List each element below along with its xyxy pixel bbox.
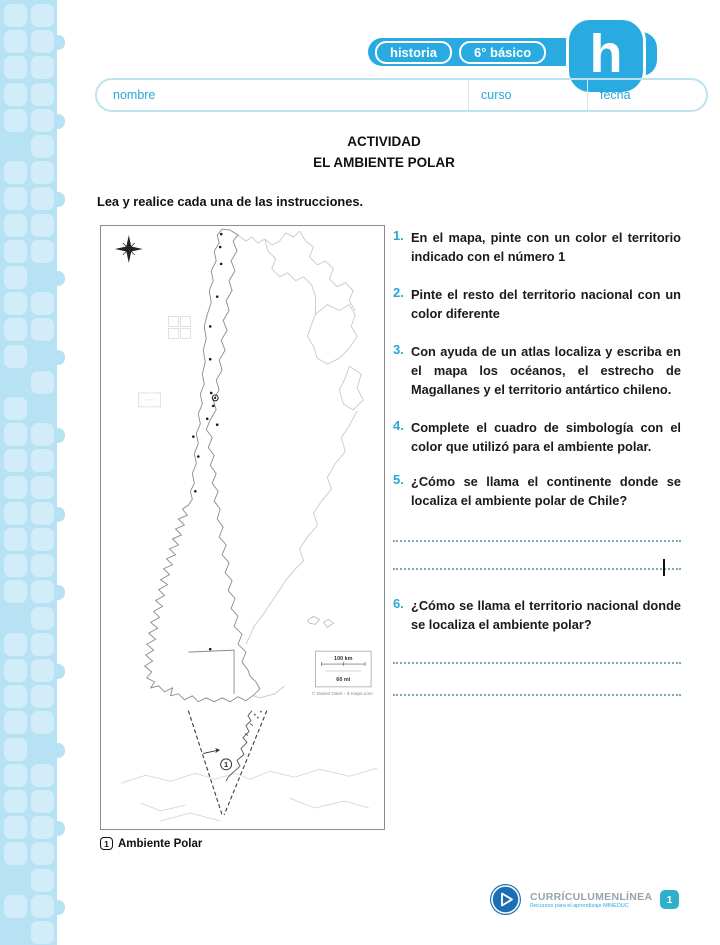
answer-area-q5: [393, 538, 681, 570]
item-number: 3.: [393, 342, 404, 357]
intro-text: Lea y realice cada una de las instrucciones.: [97, 194, 364, 209]
item-number: 2.: [393, 285, 404, 300]
title-line2: EL AMBIENTE POLAR: [313, 155, 455, 170]
answer-line[interactable]: [393, 538, 681, 542]
compass-icon: [115, 235, 143, 263]
item-text: Con ayuda de un atlas localiza y escriba en el mapa los océanos, el estrecho de Magallanes y el territorio antártico chileno.: [411, 344, 681, 397]
text-cursor: [663, 559, 665, 576]
instruction-item-1: [393, 228, 681, 266]
caption-label: Ambiente Polar: [118, 837, 203, 850]
map-scale-box: [315, 651, 371, 687]
legend-placeholders: [139, 316, 191, 406]
item-text: Pinte el resto del territorio nacional con un color diferente: [411, 287, 681, 321]
item-number: 5.: [393, 472, 404, 487]
instruction-item-2: [393, 285, 681, 323]
student-info-row: [95, 78, 708, 112]
item-text: Complete el cuadro de simbología con el color que utilizó para el ambiente polar.: [411, 420, 681, 454]
tag-grade: 6° básico: [459, 41, 546, 64]
brand-block: [530, 890, 653, 909]
chile-outline: [145, 229, 260, 702]
falkland-islands: [308, 616, 334, 627]
peninsula-islands: [254, 711, 262, 719]
date-field-label: fecha: [600, 88, 631, 102]
instruction-item-5: [393, 472, 681, 510]
activity-title: [95, 131, 673, 173]
antarctic-coastline: [121, 768, 377, 821]
instruction-item-4: [393, 418, 681, 456]
item-number: 1.: [393, 228, 404, 243]
marker-number: 1: [224, 760, 229, 770]
answer-line[interactable]: [393, 692, 681, 696]
chile-map-svg: [101, 226, 384, 829]
instruction-item-6: [393, 596, 681, 634]
item-text: ¿Cómo se llama el continente donde se localiza el ambiente polar de Chile?: [411, 474, 681, 508]
antarctic-peninsula: [226, 711, 253, 782]
caption-number-icon: 1: [100, 837, 113, 850]
course-field-label: curso: [481, 88, 512, 102]
item-text: En el mapa, pinte con un color el territorio indicado con el número 1: [411, 230, 681, 264]
brand-name: CURRÍCULUMENLÍNEA: [530, 890, 653, 903]
item-number: 6.: [393, 596, 404, 611]
answer-line[interactable]: [393, 660, 681, 664]
date-field[interactable]: [587, 80, 706, 110]
map-caption: [100, 837, 202, 850]
scale-mi: 60 mi: [336, 676, 351, 683]
territory-marker: [203, 748, 231, 770]
neighbor-borders: [238, 231, 363, 698]
chile-map-panel: [100, 225, 385, 830]
brand-tagline: Recursos para el aprendizaje MINEDUC: [530, 902, 629, 909]
page-number-badge: 1: [660, 890, 679, 909]
history-logo-letter: h: [589, 24, 623, 84]
instruction-item-3: [393, 342, 681, 399]
sidebar-pattern: [0, 0, 57, 945]
instructions-list: [393, 228, 681, 722]
tag-subject: historia: [375, 41, 452, 64]
title-line1: ACTIVIDAD: [347, 134, 421, 149]
footer: [490, 884, 679, 915]
map-attribution: © Daniel Dalet - d-maps.com: [311, 691, 373, 697]
course-field[interactable]: [468, 80, 587, 110]
item-number: 4.: [393, 418, 404, 433]
answer-line[interactable]: [393, 566, 681, 570]
name-field[interactable]: [97, 80, 468, 110]
item-text: ¿Cómo se llama el territorio nacional donde se localiza el ambiente polar?: [411, 598, 681, 632]
scale-km: 100 km: [334, 656, 353, 663]
play-logo-icon: [490, 884, 521, 915]
answer-area-q6: [393, 660, 681, 696]
name-field-label: nombre: [113, 88, 156, 102]
